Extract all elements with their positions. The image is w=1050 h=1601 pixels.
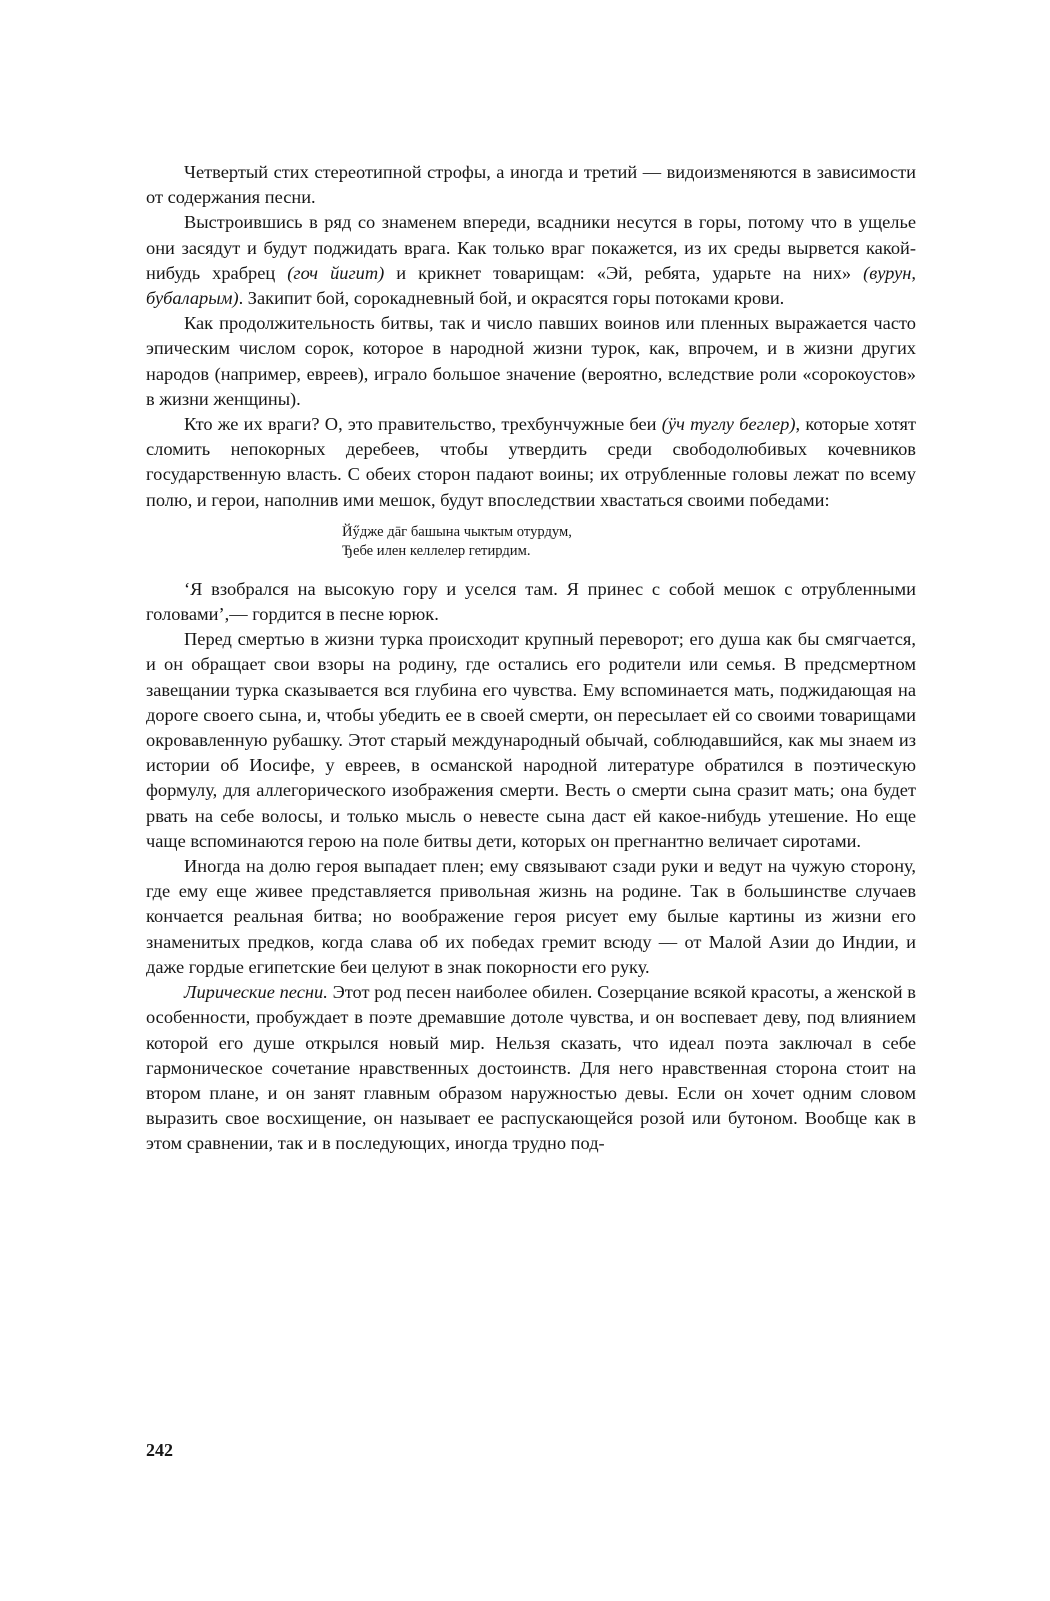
- page-number: 242: [146, 1440, 173, 1460]
- paragraph: [146, 412, 916, 513]
- paragraph-text: Кто же их враги? О, это правительство, трехбунчужные беи: [184, 414, 662, 435]
- italic-text: (гоч йигит): [287, 262, 385, 283]
- paragraph-text: ‘Я взобрался на высокую гору и уселся там. Я принес с собой мешок с отрубленными головами’,— гордится в песне юрюк.: [146, 578, 916, 625]
- paragraph-text: Как продолжительность битвы, так и число павших воинов или пленных выражается часто эпическим числом сорок, которое в народной жизни турок, как, впрочем, и в жизни других народов (например, евреев), играло большое значение (вероятно, вследствие роли «сорокоустов» в жизни женщины).: [146, 313, 916, 409]
- paragraph-text: и крикнет товарищам: «Эй, ребята, ударьте на них»: [384, 262, 864, 283]
- italic-text: (вурун, бубаларым): [146, 262, 916, 309]
- paragraph: [146, 577, 916, 627]
- paragraph-text: Иногда на долю героя выпадает плен; ему связывают сзади руки и ведут на чужую сторону, где ему еще живее представляется привольная жизнь на родине. Так в большинстве случаев кончается реальная битва; но воображение героя рисует ему былые картины из жизни его знаменитых предков, когда слава об их победах гремит всюду — от Малой Азии до Индии, и даже гордые египетские беи целуют в знак покорности его руку.: [146, 856, 916, 977]
- paragraph: [146, 210, 916, 311]
- paragraph-text: Выстроившись в ряд со знаменем впереди, всадники несутся в горы, потому что в ущелье они засядут и будут поджидать врага. Как только враг покажется, из их среды вырвется какой-нибудь храбрец: [146, 212, 916, 283]
- paragraph: [146, 160, 916, 210]
- paragraph-text: , которые хотят сломить непокорных деребеев, чтобы утвердить среди свободолюбивых кочевников государственную власть. С обеих сторон падают воины; их отрубленные головы лежат по всему полю, и герои, наполнив ими мешок, будут впоследствии хвастаться своими победами:: [146, 414, 916, 510]
- paragraphs-after-verse: [146, 577, 916, 1157]
- paragraph-text: Четвертый стих стереотипной строфы, а иногда и третий — видоизменяются в зависимости от содержания песни.: [146, 162, 916, 208]
- verse-line: Йӳдже дāг башына чыктым отурдум,: [342, 523, 572, 540]
- paragraph: [146, 311, 916, 412]
- italic-text: (ӱч туглу беглер): [661, 414, 796, 435]
- paragraph: [146, 854, 916, 980]
- paragraph: [146, 980, 916, 1156]
- page-body: [146, 160, 916, 1157]
- paragraphs-before-verse: [146, 160, 916, 513]
- verse-line: Ђебе илен келлелер гетирдим.: [342, 542, 531, 559]
- paragraph-text: . Закипит бой, сорокадневный бой, и окрасятся горы потоками крови.: [238, 288, 785, 309]
- paragraph-text: Перед смертью в жизни турка происходит крупный переворот; его душа как бы смягчается, и он обращает свои взоры на родину, где остались его родители или семья. В предсмертном завещании турка сказывается вся глубина его чувства. Ему вспоминается мать, поджидающая на дороге своего сына, и, чтобы убедить ее в своей смерти, он пересылает ей со своими товарищами окровавленную рубашку. Этот старый международный обычай, соблюдавшийся, как мы знаем из истории об Иосифе, у евреев, в османской народной литературе обратился в поэтическую формулу, для аллегорического изображения смерти. Весть о смерти сына сразит мать; она будет рвать на себе волосы, и только мысль о невесте сына даст ей какое-нибудь утешение. Но еще чаще вспоминаются герою на поле битвы дети, которых он прегнантно величает сиротами.: [146, 629, 916, 851]
- paragraph: [146, 627, 916, 854]
- paragraph-text: Этот род песен наиболее обилен. Созерцание всякой красоты, а женской в особенности, пробуждает в поэте дремавшие дотоле чувства, и он воспевает деву, под влиянием которой его душе открылся новый мир. Нельзя сказать, что идеал поэта заключал в себе гармоническое сочетание нравственных достоинств. Для него нравственная сторона стоит на втором плане, и он занят главным образом наружностью девы. Если он хочет одним словом выразить свое восхищение, он называет ее распускающейся розой или бутоном. Вообще как в этом сравнении, так и в последующих, иногда трудно под-: [146, 982, 916, 1154]
- verse-quote: [342, 523, 916, 561]
- italic-text: Лирические песни.: [184, 982, 328, 1003]
